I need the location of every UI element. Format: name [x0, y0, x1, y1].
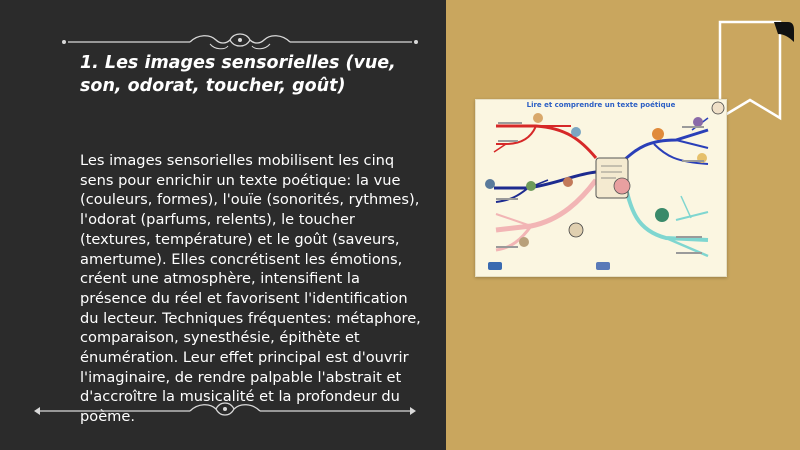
mindmap-title: Lire et comprendre un texte poétique [526, 101, 676, 109]
slide-body-text: Les images sensorielles mobilisent les cinq sens pour enrichir un texte poétique: la vue (couleurs, formes), l'ouïe (sonorités, rythmes), l'odorat (parfums, relents), le toucher (textures, température) et le goût (saveurs, amertume). Elles concrétisent les émotions, créent une atmosphère, intensifient la présence du réel et favorisent l'identification du lecteur. Techniques fréquentes: métaphore, comparaison, synesthésie, épithète et énumération. Leur effet principal est d'ouvrir l'imaginaire, de rendre palpable l'abstrait et d'accroître la musicalité et la profondeur du poème. [80, 152, 421, 426]
bookmark-ribbon [718, 18, 798, 128]
top-ornament [60, 30, 420, 54]
bottom-ornament [30, 398, 420, 424]
slide-title: 1. Les images sensorielles (vue, son, odorat, toucher, goût) [80, 53, 396, 96]
mindmap-graphic [476, 100, 726, 276]
mindmap-image [475, 99, 727, 277]
